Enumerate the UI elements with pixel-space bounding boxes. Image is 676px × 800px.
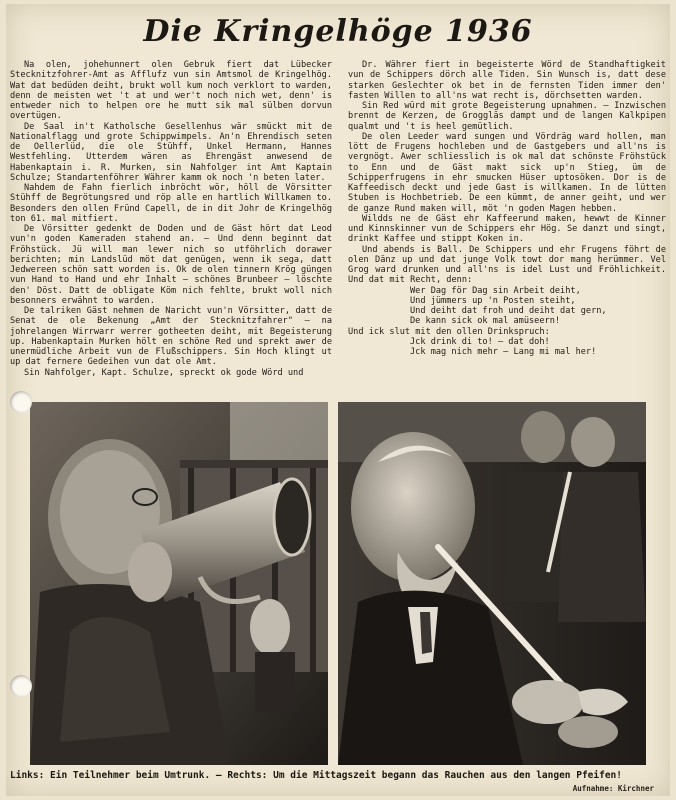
- article-paragraph: De Saal in't Katholsche Gesellenhus wär smückt mit de Nationalflagg und grote Schippwimpels. An'n Ehrendisch seten de Oellerlüd, die ole Stühff, Unkel Hermann, Hannes Westfehling. Utterdem wären as Ehrengäst anwesend de Habenkaptain i. R. Murken, sin Nahfolger int Amt Kaptain Schulze; Standartenföhrer Währer kamm ok noch 'n beten later.: [10, 121, 332, 183]
- punch-hole: [10, 391, 32, 413]
- closing-line: Und ick slut mit den ollen Drinkspruch:: [348, 326, 550, 337]
- toast: [348, 337, 666, 358]
- photo-drinking-man-image: [30, 402, 328, 765]
- article-paragraph: Dr. Währer fiert in begeisterte Wörd de Standhaftigkeit vun de Schippers dörch alle Tiden. Sin Wunsch is, datt dese starken Geslechter ok bet in de fernsten Tiden immer den' fasten Willen to all'ns wat recht is, dörchsetten warden.: [348, 60, 666, 101]
- article-paragraph: Und abends is Ball. De Schippers und ehr Frugens föhrt de olen Dänz up und dat junge Volk towt dor mang herümmer. Vel Grog ward drunken und all'ns is idel Lust und Fröhlichkeit. Und dat mit Recht, denn:: [348, 244, 666, 286]
- photo-credit: Aufnahme: Kirchner: [572, 784, 654, 793]
- article-paragraph: Sin Nahfolger, Kapt. Schulze, spreckt ok gode Wörd und: [24, 367, 304, 378]
- article-paragraph: De olen Leeder ward sungen und Vördräg ward hollen, man lött de Frugens hochleben und de Gastgebers und all'ns is vergnögt. Awer schliesslich is ok mal dat schönste Fröhstück to Enn und de Gäst makt sick up'n Stieg, üm de Schipperfrugens in ehr smucken Hüser uptosöken. Dor is de Kaffeedisch deckt und jede Gast is willkamen. In de lütten Stuben is Hochbetrieb. De een kümmt, de anner geiht, und wer de ganze Rund maken will, möt 'n goden Magen hebben.: [348, 131, 666, 214]
- photo-caption: Links: Ein Teilnehmer beim Umtrunk. — Rechts: Um die Mittagszeit begann das Rauchen aus den langen Pfeifen!: [10, 770, 622, 781]
- punch-hole: [10, 675, 32, 697]
- poem-line: Wer Dag för Dag sin Arbeit deiht,: [410, 285, 581, 296]
- article-paragraph: Wildds ne de Gäst ehr Kaffeerund maken, hewwt de Kinner und Kinnskinner vun de Schippers ehr Hög. Se danzt und singt, drinkt Kaffee und stippt Koken in.: [348, 213, 666, 245]
- poem: [348, 286, 666, 327]
- toast-line: Jck mag nich mehr — Lang mi mal her!: [410, 347, 597, 357]
- photo-pipe-smoker-image: [338, 402, 646, 765]
- poem-line: Und deiht dat froh und deiht dat gern,: [410, 306, 607, 316]
- article-paragraph: Na olen, johehunnert olen Gebruk fiert dat Lübecker Stecknitzfohrer-Amt as Afflufz vun sin Amtsmol de Kringelhög. Wat dat bedüden deiht, brukt woll kum noch verklort to warden, denn de meisten wet 't at und wer't noch nich wet, denn' is entweder nich to helpen ore he mutt sik mal sülben dorvun overtügen.: [10, 60, 332, 122]
- poem-line: De kann sick ok mal amüseern!: [410, 316, 561, 327]
- article-paragraph: De Vörsitter gedenkt de Doden und de Gäst hört dat Leod vun'n goden Kameraden stahend an. — Und denn beginnt dat Fröhstück. Jü will man lewer nich so utföhrlich dorawer berichten; min Landslüd möt dat genügen, wenn ik sega, datt Jedwereen schön satt worden is. Ok de olen tinnern Krög güngen vun Hand to Hand und ehr Inhalt — schönes Brunbeer — löschte den' Döst. Datt de obligate Köm nich fehlte, brukt woll nich besonners erwähnt to warden.: [10, 224, 332, 306]
- article-paragraph: De talriken Gäst nehmen de Naricht vun'n Vörsitter, datt de Senat de ole Bekenung „Amt der Stecknitzfahrer" — na johrelangen Wirrwarr werrer gotheeten deiht, mit Begeisterung up. Habenkaptain Murken hölt en schöne Red und sprekt awer de unermüdliche Arbeit vun de Flußschippers. Sin Hoch klingt ut up dat fernere Gedeihen vun dat ole Amt.: [10, 306, 332, 368]
- article-left-column: [10, 60, 332, 395]
- toast-line: Jck drink di to! — dat doh!: [410, 336, 550, 347]
- headline: Die Kringelhöge 1936: [143, 14, 533, 49]
- photo-drinking-man: [30, 402, 328, 765]
- article-paragraph: Sin Red würd mit grote Begeisterung upnahmen. — Inzwischen brennt de Kerzen, de Grogglās dampt und de langen Kalkpipen qualmt und 't is heel gemütlich.: [348, 101, 666, 132]
- article-right-column: [348, 60, 666, 400]
- article-paragraph: Nahdem de Fahn fierlich inbröcht wör, höll de Vörsitter Stühff de Begrötungsred und röp alle en hartlich Willkamen to. Besonders den ollen Fründ Capell, de in dit Johr de Kringelhög ton 61. mal mitfiert.: [10, 183, 332, 224]
- photo-pipe-smoker: [338, 402, 646, 765]
- poem-line: Und jümmers up 'n Posten steiht,: [410, 295, 576, 306]
